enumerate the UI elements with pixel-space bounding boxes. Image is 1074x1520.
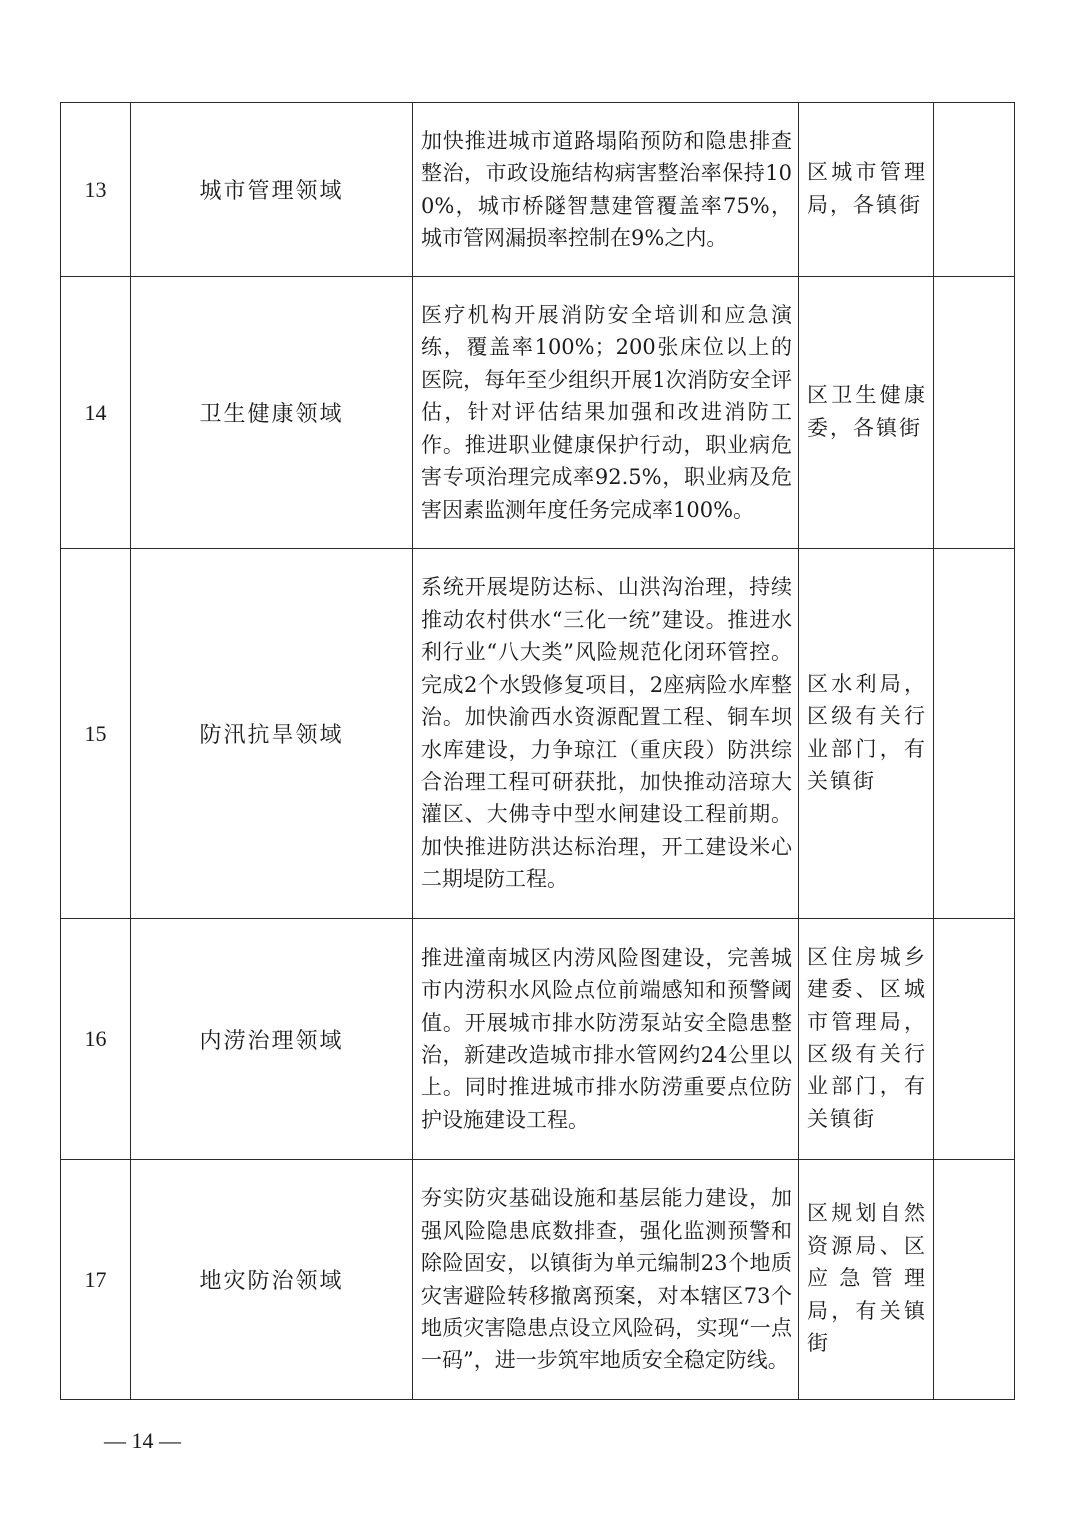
task-table <box>60 102 1015 1400</box>
row-number: 15 <box>61 549 131 919</box>
responsible-department: 区住房城乡建委、区城市管理局，区级有关行业部门，有关镇街 <box>799 919 934 1160</box>
table-row <box>61 1160 1015 1400</box>
note-cell <box>934 919 1015 1160</box>
task-description: 医疗机构开展消防安全培训和应急演练，覆盖率100%；200张床位以上的医院，每年至少组织开展1次消防安全评估，针对评估结果加强和改进消防工作。推进职业健康保护行动，职业病危害专项治理完成率92.5%，职业病及危害因素监测年度任务完成率100%。 <box>413 277 799 549</box>
note-cell <box>934 277 1015 549</box>
responsible-department: 区城市管理局，各镇街 <box>799 103 934 277</box>
field-name: 卫生健康领域 <box>131 277 413 549</box>
note-cell <box>934 103 1015 277</box>
responsible-department: 区水利局，区级有关行业部门，有关镇街 <box>799 549 934 919</box>
row-number: 13 <box>61 103 131 277</box>
task-description: 系统开展堤防达标、山洪沟治理，持续推动农村供水“三化一统”建设。推进水利行业“八大类”风险规范化闭环管控。完成2个水毁修复项目，2座病险水库整治。加快渝西水资源配置工程、铜车坝水库建设，力争琼江（重庆段）防洪综合治理工程可研获批，加快推动涪琼大灌区、大佛寺中型水闸建设工程前期。加快推进防洪达标治理，开工建设米心二期堤防工程。 <box>413 549 799 919</box>
table-row <box>61 277 1015 549</box>
note-cell <box>934 549 1015 919</box>
table-row <box>61 549 1015 919</box>
task-description: 夯实防灾基础设施和基层能力建设，加强风险隐患底数排查，强化监测预警和除险固安，以镇街为单元编制23个地质灾害避险转移撤离预案，对本辖区73个地质灾害隐患点设立风险码，实现“一点一码”，进一步筑牢地质安全稳定防线。 <box>413 1160 799 1400</box>
table-row <box>61 103 1015 277</box>
field-name: 城市管理领域 <box>131 103 413 277</box>
task-description: 加快推进城市道路塌陷预防和隐患排查整治，市政设施结构病害整治率保持100%，城市桥隧智慧建管覆盖率75%，城市管网漏损率控制在9%之内。 <box>413 103 799 277</box>
row-number: 14 <box>61 277 131 549</box>
field-name: 防汛抗旱领域 <box>131 549 413 919</box>
row-number: 16 <box>61 919 131 1160</box>
field-name: 地灾防治领域 <box>131 1160 413 1400</box>
page-number: — 14 — <box>104 1428 181 1453</box>
field-name: 内涝治理领域 <box>131 919 413 1160</box>
responsible-department: 区卫生健康委，各镇街 <box>799 277 934 549</box>
table-row <box>61 919 1015 1160</box>
row-number: 17 <box>61 1160 131 1400</box>
note-cell <box>934 1160 1015 1400</box>
task-description: 推进潼南城区内涝风险图建设，完善城市内涝积水风险点位前端感知和预警阈值。开展城市排水防涝泵站安全隐患整治，新建改造城市排水管网约24公里以上。同时推进城市排水防涝重要点位防护设施建设工程。 <box>413 919 799 1160</box>
responsible-department: 区规划自然资源局、区应急管理局，有关镇街 <box>799 1160 934 1400</box>
